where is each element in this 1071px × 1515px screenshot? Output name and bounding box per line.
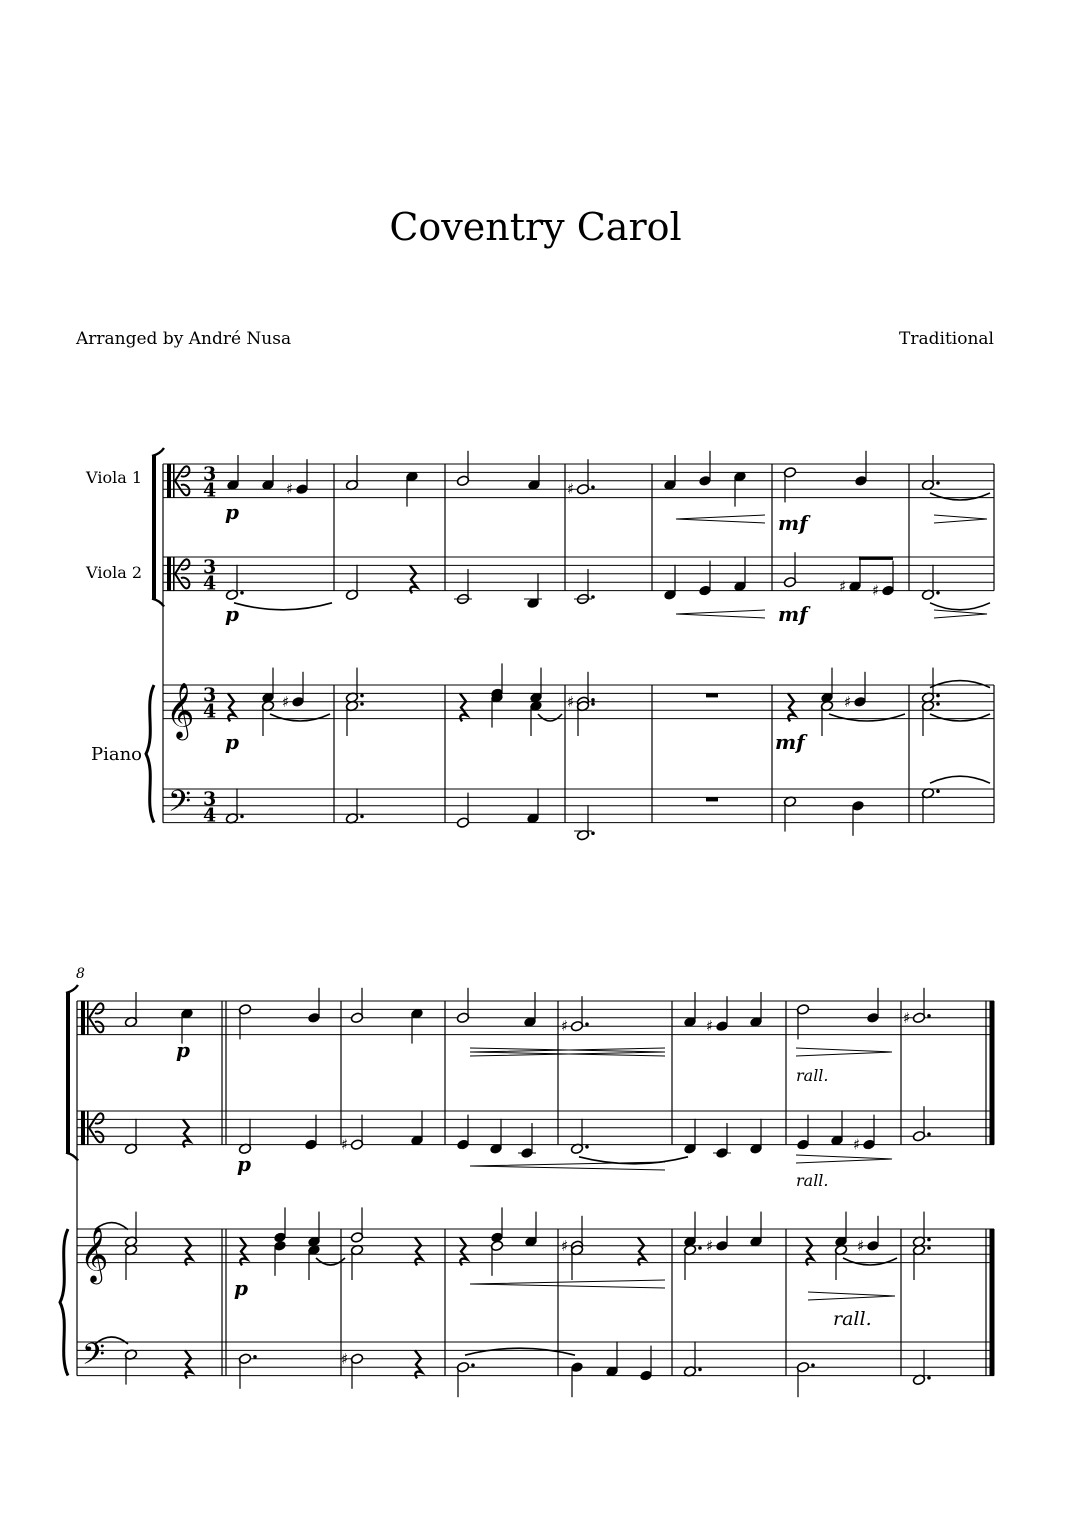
clef-part xyxy=(175,466,189,481)
tie xyxy=(930,493,990,500)
tie xyxy=(930,603,990,610)
dot xyxy=(927,1132,931,1136)
tie xyxy=(930,776,990,783)
instrument-label-piano: Piano xyxy=(90,744,142,765)
clef-part xyxy=(81,1001,85,1035)
dot xyxy=(811,1363,815,1367)
dot xyxy=(585,1022,589,1026)
clef-part xyxy=(89,1018,103,1033)
clef-part xyxy=(167,464,171,498)
dynamic-viola-2-m9: p xyxy=(237,1152,251,1176)
dot xyxy=(471,1363,475,1367)
dot xyxy=(936,481,940,485)
dot xyxy=(360,702,364,706)
dot xyxy=(253,1355,257,1359)
clef-part xyxy=(175,574,189,589)
clef-part xyxy=(173,464,175,498)
dot xyxy=(591,702,595,706)
decrescendo-hairpin xyxy=(934,610,987,618)
time-signature-numerator: 3 xyxy=(203,555,217,578)
dynamic-piano-m9: p xyxy=(234,1276,248,1300)
sharp-icon: ♯ xyxy=(286,480,294,499)
quarter-rest-icon xyxy=(183,1119,190,1147)
sharp-icon: ♯ xyxy=(282,692,290,711)
clef-part xyxy=(87,1001,89,1035)
dynamic-viola-2-m1: p xyxy=(225,602,239,626)
quarter-rest-icon xyxy=(460,693,467,721)
instrument-label-viola-1: Viola 1 xyxy=(86,468,142,487)
decrescendo-hairpin xyxy=(796,1155,892,1163)
dynamic-viola-1-m6: mf xyxy=(778,511,808,535)
instrument-label-viola-2: Viola 2 xyxy=(86,563,142,582)
quarter-rest-icon xyxy=(410,565,417,593)
crescendo-hairpin xyxy=(470,1048,665,1056)
sharp-icon: ♯ xyxy=(903,1008,911,1027)
sharp-icon: ♯ xyxy=(839,577,847,596)
sharp-icon: ♯ xyxy=(567,692,575,711)
time-signature-numerator: 3 xyxy=(203,683,217,706)
piano-brace xyxy=(60,1229,68,1376)
dot xyxy=(936,591,940,595)
sharp-icon: ♯ xyxy=(341,1135,349,1154)
quarter-rest-icon xyxy=(460,1237,467,1265)
sharp-icon: ♯ xyxy=(341,1349,349,1368)
quarter-rest-icon xyxy=(185,1237,192,1265)
dot xyxy=(360,815,364,819)
dynamic-piano-m1: p xyxy=(225,730,239,754)
time-signature-denominator: 4 xyxy=(203,479,217,502)
tie xyxy=(829,714,905,721)
bass-clef-icon: 𝄢 xyxy=(82,1338,106,1380)
clef-part xyxy=(89,1003,103,1018)
quarter-rest-icon xyxy=(788,693,795,721)
quarter-rest-icon xyxy=(415,1237,422,1265)
piano-brace xyxy=(146,685,154,823)
beam xyxy=(859,556,893,560)
dot xyxy=(591,595,595,599)
clef-part xyxy=(81,1111,85,1145)
tempo-rall-viola-2: rall. xyxy=(796,1171,829,1190)
quarter-rest-icon xyxy=(240,1237,247,1265)
sharp-icon: ♯ xyxy=(857,1236,865,1255)
dot xyxy=(698,1246,702,1250)
sharp-icon: ♯ xyxy=(872,581,880,600)
dot xyxy=(591,485,595,489)
tie xyxy=(930,681,990,688)
sharp-icon: ♯ xyxy=(561,1236,569,1255)
bracket-hook xyxy=(66,985,78,993)
time-signature-denominator: 4 xyxy=(203,700,217,723)
time-signature-numerator: 3 xyxy=(203,462,217,485)
bracket-hook xyxy=(152,448,164,456)
whole-rest-icon xyxy=(706,693,718,697)
quarter-rest-icon xyxy=(185,1350,192,1378)
bracket-hook xyxy=(66,1153,78,1161)
dot xyxy=(927,1376,931,1380)
clef-part xyxy=(173,557,175,591)
dot xyxy=(936,789,940,793)
dot xyxy=(927,1246,931,1250)
quarter-rest-icon xyxy=(806,1237,813,1265)
treble-clef-icon: 𝄞 xyxy=(166,682,195,739)
dot xyxy=(927,1238,931,1242)
decrescendo-hairpin xyxy=(934,515,987,523)
tie xyxy=(538,714,562,721)
decrescendo-hairpin xyxy=(470,1048,665,1056)
crescendo-hairpin xyxy=(676,610,765,618)
dot xyxy=(936,702,940,706)
dot xyxy=(936,694,940,698)
tie xyxy=(234,603,332,610)
clef-part xyxy=(89,1113,103,1128)
sharp-icon: ♯ xyxy=(567,480,575,499)
clef-part xyxy=(175,559,189,574)
time-signature-denominator: 4 xyxy=(203,804,217,827)
sharp-icon: ♯ xyxy=(706,1017,714,1036)
tempo-rall-viola-1: rall. xyxy=(796,1066,829,1085)
dot xyxy=(591,698,595,702)
composer-credit: Traditional xyxy=(899,329,994,349)
quarter-rest-icon xyxy=(415,1350,422,1378)
decrescendo-hairpin xyxy=(796,1048,892,1056)
dot xyxy=(360,694,364,698)
dot xyxy=(585,1145,589,1149)
quarter-rest-icon xyxy=(638,1237,645,1265)
tie xyxy=(843,1258,897,1265)
sharp-icon: ♯ xyxy=(844,692,852,711)
bass-clef-icon: 𝄢 xyxy=(168,785,192,827)
quarter-rest-icon xyxy=(228,693,235,721)
measure-number: 8 xyxy=(76,966,85,982)
string-bracket xyxy=(66,993,70,1153)
dot xyxy=(240,591,244,595)
whole-rest-icon xyxy=(706,797,718,801)
dot xyxy=(927,1014,931,1018)
dynamic-piano-m6: mf xyxy=(775,730,805,754)
dynamic-viola-2-m6: mf xyxy=(778,602,808,626)
tie xyxy=(930,714,990,721)
bracket-hook xyxy=(152,599,164,607)
page-title: Coventry Carol xyxy=(389,205,682,249)
sharp-icon: ♯ xyxy=(706,1236,714,1255)
dynamic-viola-1-m8: p xyxy=(176,1038,190,1062)
clef-part xyxy=(87,1111,89,1145)
string-bracket xyxy=(152,456,156,599)
arranger-credit: Arranged by André Nusa xyxy=(76,329,292,349)
dynamic-viola-1-m1: p xyxy=(225,500,239,524)
time-signature-denominator: 4 xyxy=(203,572,217,595)
dot xyxy=(240,815,244,819)
time-signature-numerator: 3 xyxy=(203,787,217,810)
clef-part xyxy=(89,1128,103,1143)
tempo-rall-piano: rall. xyxy=(833,1308,872,1330)
clef-part xyxy=(175,481,189,496)
sharp-icon: ♯ xyxy=(561,1017,569,1036)
tie xyxy=(270,714,330,721)
treble-clef-icon: 𝄞 xyxy=(80,1226,109,1283)
sharp-icon: ♯ xyxy=(853,1135,861,1154)
crescendo-hairpin xyxy=(470,1280,665,1288)
dot xyxy=(698,1368,702,1372)
crescendo-hairpin xyxy=(676,515,765,523)
decrescendo-hairpin xyxy=(808,1292,895,1300)
clef-part xyxy=(167,557,171,591)
dot xyxy=(591,831,595,835)
